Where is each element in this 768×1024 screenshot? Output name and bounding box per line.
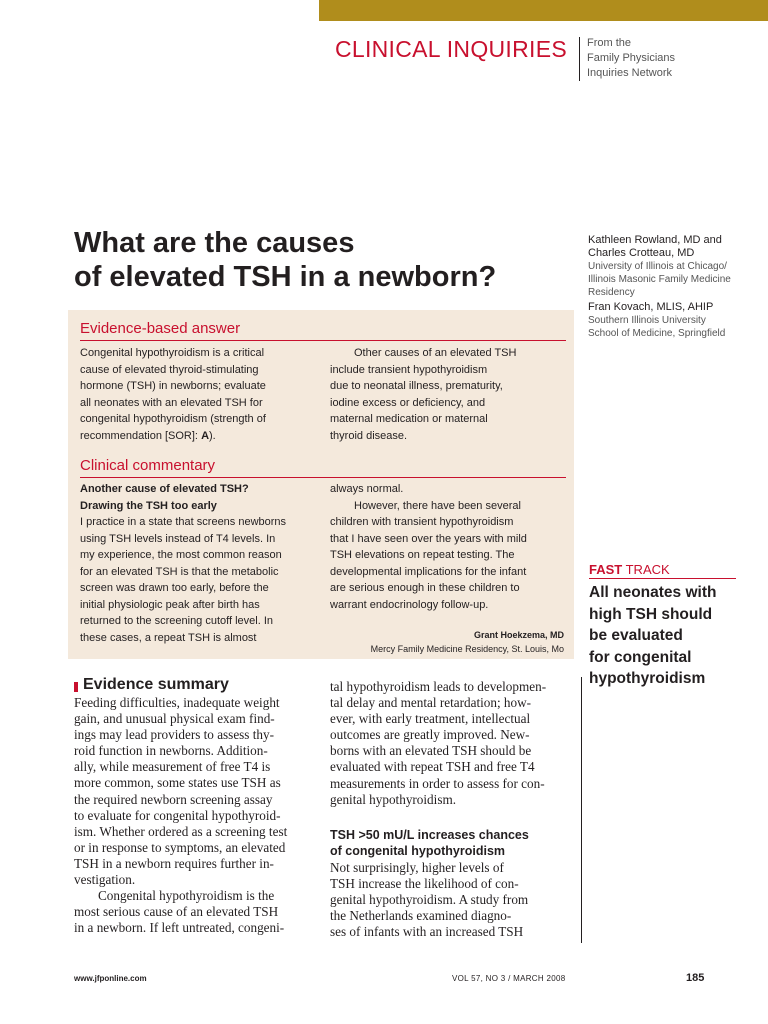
fast-track-line: All neonates with: [589, 584, 717, 601]
text-line: more common, some states use TSH as: [74, 775, 281, 791]
sor-grade: A: [201, 429, 210, 442]
section-marker: [74, 682, 78, 692]
text-line: Not surprisingly, higher levels of: [330, 860, 504, 875]
fast-track-line: for congenital: [589, 648, 692, 666]
text-line: Other causes of an elevated TSH: [354, 347, 517, 359]
text-line: or in response to symptoms, an elevated: [74, 839, 286, 855]
commentary-subhead: Drawing the TSH too early: [80, 499, 217, 512]
subsection-heading: [330, 827, 574, 859]
text-line: congenital hypothyroidism (strength of: [80, 413, 266, 425]
section-title: [307, 36, 567, 63]
text-line: warrant endocrinology follow-up.: [330, 598, 489, 611]
fast-track-line: be evaluated: [589, 627, 683, 644]
text-line: returned to the screening cutoff level. In: [80, 615, 274, 627]
author-affiliation: Illinois Masonic Family Medicine: [588, 274, 731, 285]
title-line: of elevated TSH in a newborn?: [74, 261, 497, 293]
commentary-heading: Clinical commentary: [80, 457, 216, 474]
text-line: ings may lead providers to assess thy-: [74, 727, 274, 743]
summary-column-2-continued: [330, 860, 574, 940]
text-span: recommendation [SOR]:: [80, 429, 202, 442]
text-line: all neonates with an elevated TSH for: [80, 396, 263, 409]
text-line: ever, with early treatment, intellectual: [330, 711, 531, 727]
evidence-summary-heading: Evidence summary: [83, 676, 229, 693]
column-divider: [581, 677, 582, 943]
text-line: TSH in a newborn requires further in-: [74, 855, 274, 871]
text-line: maternal medication or maternal: [330, 413, 488, 425]
text-line: Feeding difficulties, inadequate weight: [74, 695, 280, 710]
text-line: for an elevated TSH is that the metabolic: [80, 565, 279, 578]
author-name: Fran Kovach, MLIS, AHIP: [588, 301, 714, 313]
text-line: thyroid disease.: [330, 429, 408, 442]
text-line: screen was drawn too early, before the: [80, 582, 269, 594]
footer-issue: VOL 57, NO 3 / MARCH 2008: [452, 974, 566, 983]
fast-track-line: hypothyroidism: [589, 670, 706, 687]
fast-track-rule: [589, 578, 736, 579]
fast-track-rest: TRACK: [622, 562, 670, 577]
text-line: to evaluate for congenital hypothyroid-: [74, 807, 281, 823]
author-name: Charles Crotteau, MD: [588, 247, 695, 259]
source-line: Family Physicians: [587, 52, 676, 64]
section-title-bold: CLINICAL: [334, 36, 441, 62]
text-line: the required newborn screening assay: [74, 791, 273, 807]
text-line: ism. Whether ordered as a screening test: [74, 823, 288, 839]
text-line: are serious enough in these children to: [330, 582, 520, 594]
text-line: tal hypothyroidism leads to developmen-: [330, 679, 547, 694]
text-line: ally, while measurement of free T4 is: [74, 759, 271, 775]
signature-affiliation: Mercy Family Medicine Residency, St. Louis, Mo: [370, 644, 564, 654]
text-line: using TSH levels instead of T4 levels. In: [80, 532, 276, 545]
signature-name: Grant Hoekzema, MD: [473, 630, 564, 640]
text-line: developmental implications for the infant: [330, 565, 527, 578]
fast-track-label: [589, 562, 670, 577]
text-line: initial physiologic peak after birth has: [80, 598, 260, 611]
summary-column-2: [330, 679, 574, 808]
text-line: TSH increase the likelihood of con-: [330, 876, 519, 892]
author-affiliation: Residency: [588, 287, 635, 298]
evidence-answer-left: [80, 345, 320, 444]
text-line: cause of elevated thyroid-stimulating: [80, 363, 259, 376]
section-title-rest: INQUIRIES: [440, 36, 567, 62]
text-line: these cases, a repeat TSH is almost: [80, 631, 257, 644]
text-line: borns with an elevated TSH should be: [330, 743, 532, 759]
evidence-answer-rule: [80, 340, 566, 341]
text-line: include transient hypothyroidism: [330, 363, 488, 376]
text-line: I practice in a state that screens newborns: [80, 516, 287, 528]
article-title: [74, 226, 574, 294]
subsection-heading-line: of congenital hypothyroidism: [330, 844, 506, 858]
header-divider: [579, 37, 580, 81]
fast-track-line: high TSH should: [589, 605, 713, 623]
source-line: From the: [587, 37, 632, 49]
page-number: 185: [686, 972, 705, 984]
text-line: due to neonatal illness, prematurity,: [330, 380, 503, 392]
text-line: measurements in order to assess for con-: [330, 775, 545, 791]
authors-block: [588, 234, 766, 340]
title-line: What are the causes: [74, 227, 355, 259]
fast-track-text: [589, 582, 716, 690]
evidence-answer-heading: Evidence-based answer: [80, 320, 241, 337]
text-line: [80, 428, 320, 445]
commentary-signature: [330, 628, 564, 656]
text-line: Congenital hypothyroidism is a critical: [80, 347, 265, 359]
summary-column-1: [74, 695, 310, 936]
text-line: vestigation.: [74, 872, 136, 888]
text-line: outcomes are greatly improved. New-: [330, 727, 530, 743]
source-line: Inquiries Network: [587, 67, 672, 79]
text-line: However, there have been several: [354, 499, 521, 512]
text-line: hormone (TSH) in newborns; evaluate: [80, 380, 266, 392]
subsection-heading-line: TSH >50 mU/L increases chances: [330, 828, 529, 842]
commentary-rule: [80, 477, 566, 478]
text-line: that I have seen over the years with mild: [330, 532, 527, 545]
text-line: genital hypothyroidism. A study from: [330, 892, 529, 908]
author-name: Kathleen Rowland, MD and: [588, 234, 722, 246]
header-source: [587, 36, 675, 81]
text-line: in a newborn. If left untreated, congeni-: [74, 920, 285, 936]
footer-url: www.jfponline.com: [74, 974, 147, 983]
text-line: TSH elevations on repeat testing. The: [330, 549, 515, 561]
text-line: genital hypothyroidism.: [330, 791, 457, 807]
commentary-right: [330, 481, 570, 613]
author-affiliation: School of Medicine, Springfield: [588, 328, 726, 339]
commentary-subhead: Another cause of elevated TSH?: [80, 483, 249, 495]
text-line: roid function in newborns. Addition-: [74, 743, 268, 759]
text-line: gain, and unusual physical exam find-: [74, 711, 275, 727]
text-line: tal delay and mental retardation; how-: [330, 695, 532, 711]
text-line: most serious cause of an elevated TSH: [74, 904, 279, 920]
text-span: ).: [209, 429, 216, 442]
text-line: children with transient hypothyroidism: [330, 516, 514, 528]
author-affiliation: University of Illinois at Chicago/: [588, 261, 727, 272]
commentary-left: [80, 481, 325, 646]
author-affiliation: Southern Illinois University: [588, 315, 706, 326]
text-line: evaluated with repeat TSH and free T4: [330, 759, 535, 775]
text-line: iodine excess or deficiency, and: [330, 396, 486, 409]
text-line: my experience, the most common reason: [80, 549, 282, 561]
text-line: Congenital hypothyroidism is the: [98, 888, 275, 904]
evidence-answer-right: [330, 345, 570, 444]
header-gold-bar: [319, 0, 768, 21]
text-line: always normal.: [330, 483, 404, 495]
fast-track-bold: FAST: [589, 562, 623, 577]
text-line: the Netherlands examined diagno-: [330, 908, 512, 924]
text-line: ses of infants with an increased TSH: [330, 924, 524, 940]
